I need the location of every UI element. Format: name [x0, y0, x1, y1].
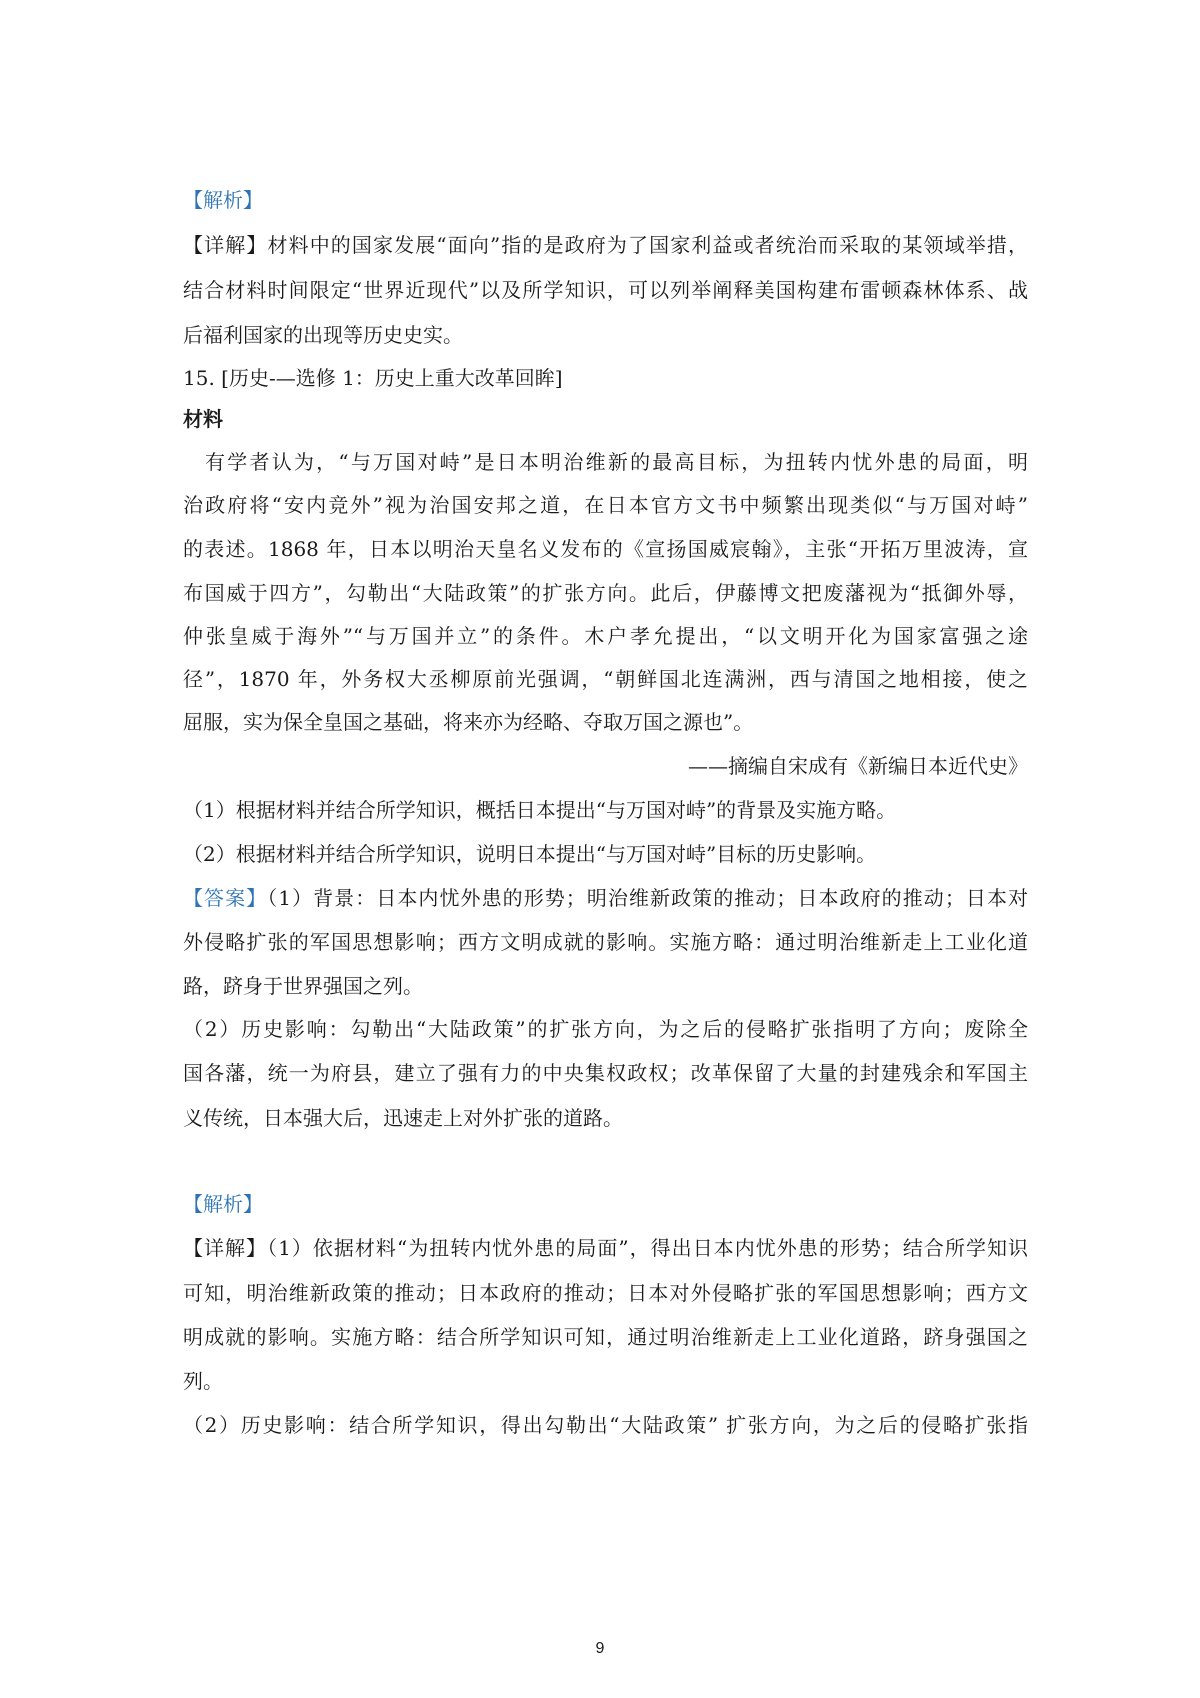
- detail-line: [183, 1234, 1028, 1262]
- material-line: 布国威于四方”，勾勒出“大陆政策”的扩张方向。此后，伊藤博文把废藩视为“抵御外辱，: [183, 581, 1028, 605]
- page-number: 9: [595, 1640, 605, 1657]
- answer-text: （1）背景：日本内忧外患的形势；明治维新政策的推动；日本政府的推动；日本对: [267, 886, 1028, 910]
- sub-question-2: （2）根据材料并结合所学知识，说明日本提出“与万国对峙”目标的历史影响。: [183, 842, 877, 866]
- material-source: ——摘编自宋成有《新编日本近代史》: [688, 754, 1028, 778]
- answer-line: [183, 884, 1028, 912]
- detail-line: 可知，明治维新政策的推动；日本政府的推动；日本对外侵略扩张的军国思想影响；西方文: [183, 1281, 1028, 1305]
- answer-line: （2）历史影响：勾勒出“大陆政策”的扩张方向，为之后的侵略扩张指明了方向；废除全: [183, 1017, 1028, 1041]
- analysis-tag: 【解析】: [183, 188, 263, 212]
- material-line: 治政府将“安内竞外”视为治国安邦之道，在日本官方文书中频繁出现类似“与万国对峙”: [183, 493, 1028, 517]
- detail-tag: 【详解】: [183, 1236, 268, 1260]
- detail-line: 结合材料时间限定“世界近现代”以及所学知识，可以列举阐释美国构建布雷顿森林体系、战: [183, 278, 1028, 302]
- detail-text: （1）依据材料“为扭转内忧外患的局面”，得出日本内忧外患的形势；结合所学知识: [267, 1236, 1029, 1260]
- detail-text: 材料中的国家发展“面向”指的是政府为了国家利益或者统治而采取的某领域举措，: [267, 233, 1029, 257]
- detail-line: 明成就的影响。实施方略：结合所学知识可知，通过明治维新走上工业化道路，跻身强国之: [183, 1325, 1028, 1349]
- material-line: 径”，1870 年，外务权大丞柳原前光强调，“朝鲜国北连满洲，西与清国之地相接，使之: [183, 667, 1028, 691]
- answer-line: 外侵略扩张的军国思想影响；西方文明成就的影响。实施方略：通过明治维新走上工业化道: [183, 930, 1028, 954]
- detail-line: [183, 231, 1028, 259]
- detail-line: 列。: [183, 1369, 223, 1393]
- detail-line: 后福利国家的出现等历史史实。: [183, 323, 463, 347]
- question-header: 15. [历史-—选修 1：历史上重大改革回眸]: [183, 366, 563, 390]
- material-label: 材料: [183, 407, 223, 431]
- material-line: 的表述。1868 年，日本以明治天皇名义发布的《宣扬国威宸翰》，主张“开拓万里波涛，宣: [183, 537, 1028, 561]
- answer-line: 国各藩，统一为府县，建立了强有力的中央集权政权；改革保留了大量的封建残余和军国主: [183, 1061, 1028, 1085]
- material-line: 屈服，实为保全皇国之基础，将来亦为经略、夺取万国之源也”。: [183, 710, 754, 734]
- analysis-tag: 【解析】: [183, 1192, 263, 1216]
- answer-line: 路，跻身于世界强国之列。: [183, 974, 423, 998]
- material-line: 有学者认为，“与万国对峙”是日本明治维新的最高目标，为扭转内忧外患的局面，明: [205, 450, 1028, 474]
- answer-line: 义传统，日本强大后，迅速走上对外扩张的道路。: [183, 1106, 623, 1130]
- sub-question-1: （1）根据材料并结合所学知识，概括日本提出“与万国对峙”的背景及实施方略。: [183, 798, 897, 822]
- detail-line: （2）历史影响：结合所学知识，得出勾勒出“大陆政策” 扩张方向，为之后的侵略扩张指: [183, 1413, 1028, 1437]
- material-line: 仲张皇威于海外”“与万国并立”的条件。木户孝允提出，“以文明开化为国家富强之途: [183, 624, 1028, 648]
- detail-tag: 【详解】: [183, 233, 268, 257]
- answer-tag: 【答案】: [183, 886, 268, 910]
